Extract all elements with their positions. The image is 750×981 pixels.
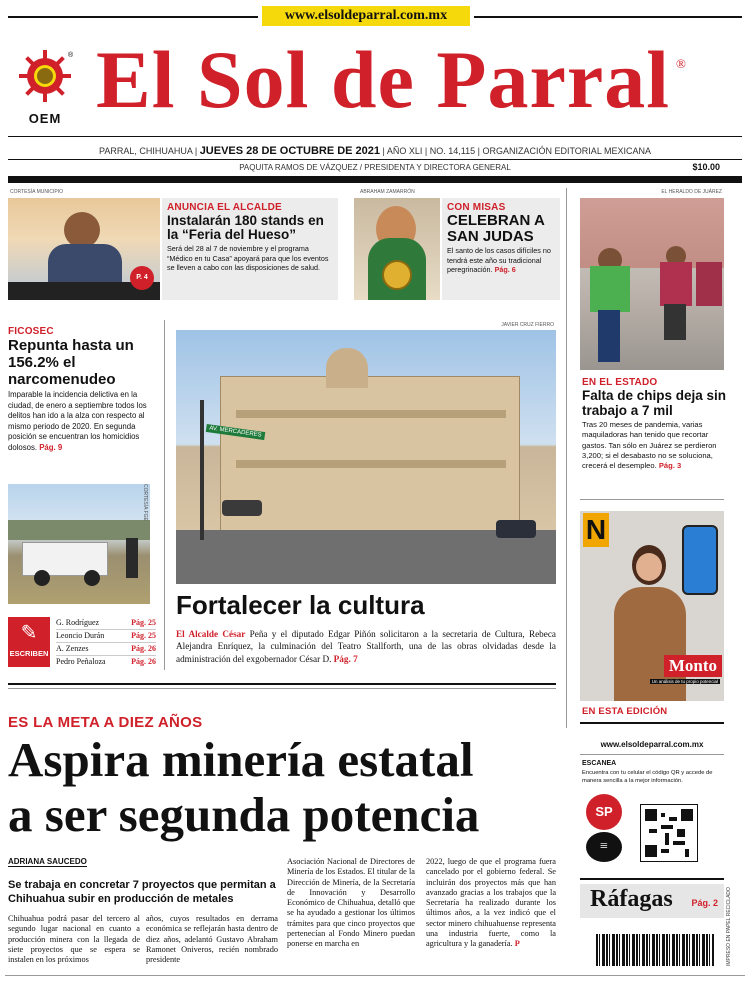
ficosec-body: Imparable la incidencia delictiva en la ciudad, de enero a septiembre todos los delitos han ido a la alza con respecto al mismo periodo de 2020. En segunda posición se encuentran los homicidios dolosos. xyxy=(8,390,147,452)
ficosec-kicker: FICOSEC xyxy=(8,326,54,337)
top-left-badge: P. 4 xyxy=(130,266,154,290)
columnist-name: Pedro Peñaloza xyxy=(56,657,106,666)
masthead-registered: ® xyxy=(676,56,686,71)
recycled-label: IMPRESO EN PAPEL RECICLADO xyxy=(726,887,732,966)
director-line: PAQUITA RAMOS DE VÁZQUEZ / PRESIDENTA Y DIRECTORA GENERAL xyxy=(239,163,511,172)
rafagas-title: Ráfagas xyxy=(590,886,673,912)
top-mid-headline[interactable]: CELEBRAN A SAN JUDAS xyxy=(447,212,545,245)
columnist-page: Pág. 25 xyxy=(131,618,156,627)
street-sign: AV. MERCADERES xyxy=(206,424,265,440)
center-page[interactable]: Pág. 7 xyxy=(333,653,358,664)
promo-brand: Monto xyxy=(664,655,722,677)
ficosec-headline[interactable]: Repunta hasta un 156.2% el narcomenudeo xyxy=(8,337,134,388)
escriben-row[interactable] xyxy=(56,643,156,656)
center-credit: JAVIER CRUZ FIERRO xyxy=(501,322,554,328)
top-mid-page[interactable]: Pág. 6 xyxy=(494,265,516,274)
ficosec-credit: CORTESÍA FGE xyxy=(142,484,148,521)
masthead-url-banner xyxy=(262,6,470,26)
columnist-page: Pág. 26 xyxy=(131,657,156,666)
qr-code[interactable] xyxy=(640,804,698,862)
dateline-number: NO. 14,115 xyxy=(429,146,476,156)
escriben-row[interactable] xyxy=(56,630,156,643)
main-byline: ADRIANA SAUCEDO xyxy=(8,857,87,866)
top-left-kicker: ANUNCIA EL ALCALDE xyxy=(167,202,282,213)
center-lead: El Alcalde César xyxy=(176,629,246,639)
san-judas-photo[interactable] xyxy=(354,198,440,300)
main-kicker: ES LA META A DIEZ AÑOS xyxy=(8,714,203,731)
promo-photo[interactable] xyxy=(580,511,724,701)
svg-text:®: ® xyxy=(68,52,74,59)
sp-icon: ≡ xyxy=(586,832,622,862)
escriben-row[interactable] xyxy=(56,656,156,668)
rafagas-page: Pág. 2 xyxy=(691,898,718,908)
dateline-date: JUEVES 28 DE OCTUBRE DE 2021 xyxy=(199,145,381,157)
center-body: Peña y el diputado Edgar Piñón solicitaron a la secretaria de Cultura, Rebeca Alejandra Enríquez, la culminación del Teatro Stallforth, una de las obras olvidadas desde la administración del exgobernador César D. xyxy=(176,629,557,664)
scan-title: ESCANEA xyxy=(582,760,617,767)
top-right-kicker: EN EL ESTADO xyxy=(582,377,658,388)
promo-tagline: Un análisis de tu propio potencial xyxy=(651,679,718,684)
main-col-1: Chihuahua podrá pasar del tercero al segundo lugar nacional en cuanto a producción minera con la llegada de siete proyectos que se espera se instalen en los próximos xyxy=(8,914,140,965)
dateline-org: ORGANIZACIÓN EDITORIAL MEXICANA xyxy=(482,146,651,156)
top-mid-body: El santo de los casos difíciles no tendrá este año su tradicional peregrinación. xyxy=(447,246,551,274)
sp-logo: SP xyxy=(586,794,622,830)
workers-photo[interactable] xyxy=(580,198,724,370)
top-mid-kicker: CON MISAS xyxy=(447,202,506,213)
top-right-page[interactable]: Pág. 3 xyxy=(658,461,682,471)
main-page[interactable]: P xyxy=(514,939,520,949)
top-left-body: Será del 28 al 7 de noviembre y el programa “Médico en tu Casa” apoyará para que los eventos se lleven a cabo con las disposiciones de salud. xyxy=(167,244,329,272)
escriben-row[interactable] xyxy=(56,617,156,630)
main-col-3: Asociación Nacional de Directores de Minería de los Estados. El titular de la Dirección de Minería, de la Secretaría de Innovación y Desarrollo Económico de Chihuahua, detalló que se ha ayudado a gestionar los últimos trámites para que cinco proyectos que pertenecían al Fondo Minero puedan ponerse en marcha en xyxy=(287,857,415,949)
top-left-credit: CORTESÍA MUNICIPIO xyxy=(10,189,63,195)
center-headline[interactable]: Fortalecer la cultura xyxy=(176,590,425,620)
top-mid-credit: ABRAHAM ZAMARRÓN xyxy=(360,189,415,195)
oem-logo xyxy=(16,48,74,126)
masthead-title[interactable]: El Sol de Parral xyxy=(96,34,671,125)
columnist-name: Leoncio Durán xyxy=(56,631,105,640)
rafagas-box[interactable] xyxy=(580,884,724,918)
columnist-name: A. Zenzes xyxy=(56,644,89,653)
building-photo[interactable] xyxy=(176,330,556,584)
dateline-year: AÑO XLI xyxy=(386,146,423,156)
police-truck-photo[interactable] xyxy=(8,484,150,604)
top-right-credit: EL HERALDO DE JUÁREZ xyxy=(661,189,722,195)
ficosec-page[interactable]: Pág. 9 xyxy=(39,442,63,452)
price: $10.00 xyxy=(692,162,720,172)
main-headline-1[interactable]: Aspira minería estatal xyxy=(8,732,474,787)
main-col-4: 2022, luego de que el programa fuera cancelado por el gobierno federal. Se incluirán dos proyectos más que han avanzado gracias a los trabajos que la Secretaría ha realizado durante los últimos años, a la vez indicó que el sector minero chihuahuense representa una industria fuerte, como la agricultura y la ganadería. xyxy=(426,857,556,949)
barcode xyxy=(596,934,714,966)
dateline: PARRAL, CHIHUAHUA | JUEVES 28 DE OCTUBRE DE 2021 | AÑO XLI | NO. 14,115 | ORGANIZACIÓN EDITORIAL MEXICANA xyxy=(98,145,651,157)
escriben-box: ✎ ESCRIBEN G. Rodríguez Pág. 25 Leoncio Durán Pág. 25 A. Zenzes Pág. 26 Pedro Peñaloza Pág. 26 xyxy=(9,618,156,666)
main-headline-2[interactable]: a ser segunda potencia xyxy=(8,787,480,842)
main-deck: Se trabaja en concretar 7 proyectos que permitan a Chihuahua subir en producción de metales xyxy=(8,879,276,905)
top-right-body: Tras 20 meses de pandemia, varias maquiladoras han tenido que recortar gastos. Tan sólo en Juárez se perdieron 3,200; si el desabasto no se soluciona, crecerá el desempleo. xyxy=(582,420,717,471)
oem-logo-text: OEM xyxy=(28,111,62,126)
scan-text: Encuentra con tu celular el código QR y accede de manera sencilla a la mejor información. xyxy=(582,770,713,784)
promo-label: EN ESTA EDICIÓN xyxy=(582,706,668,717)
columnist-name: G. Rodríguez xyxy=(56,618,100,627)
main-col-2: años, cuyos resultados en derrama económica se reflejarán hasta dentro de diez años, adelantó Gustavo Abraham Ramonet Oniveros, recién nombrado presidente xyxy=(146,914,278,965)
top-left-headline[interactable]: Instalarán 180 stands en la “Feria del Hueso” xyxy=(167,213,324,242)
top-left-photo[interactable] xyxy=(8,198,160,300)
top-right-headline[interactable]: Falta de chips deja sin trabajo a 7 mil xyxy=(582,388,727,418)
masthead-url[interactable]: www.elsoldeparral.com.mx xyxy=(284,8,448,23)
escriben-label: ESCRIBEN xyxy=(9,649,49,658)
columnist-page: Pág. 25 xyxy=(131,631,156,640)
columnist-page: Pág. 26 xyxy=(131,644,156,653)
dateline-city: PARRAL, CHIHUAHUA xyxy=(98,146,193,156)
sidebar-url[interactable]: www.elsoldeparral.com.mx xyxy=(600,740,704,749)
promo-letter: N xyxy=(583,513,609,547)
